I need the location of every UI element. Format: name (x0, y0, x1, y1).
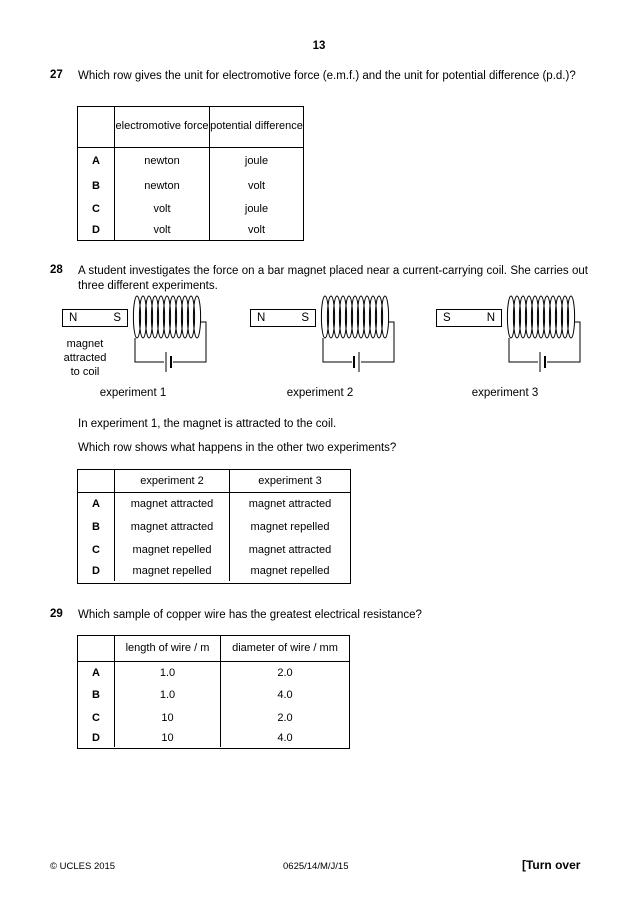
table-cell: joule (210, 147, 304, 174)
q29-table (77, 635, 350, 749)
magnet-pole-left: N (257, 312, 266, 324)
magnet-pole-left: S (443, 312, 451, 324)
row-letter: A (92, 666, 100, 679)
table-row (78, 706, 349, 729)
table-cell: 1.0 (115, 684, 221, 706)
row-letter: C (92, 711, 100, 724)
bar-magnet-experiment-3 (436, 309, 502, 327)
question-29-number: 29 (50, 608, 63, 620)
table-cell: magnet repelled (230, 516, 351, 538)
row-letter: B (92, 521, 100, 533)
q28-header-exp3: experiment 3 (230, 470, 351, 492)
q29-header-diameter: diameter of wire / mm (221, 636, 350, 661)
table-cell: 2.0 (221, 661, 350, 684)
table-row (78, 729, 349, 747)
q27-table (77, 106, 304, 241)
q27-header-pd: potential difference (210, 107, 304, 147)
q28-table (77, 469, 351, 584)
row-letter: B (92, 179, 100, 192)
table-cell: joule (210, 197, 304, 220)
table-cell: 4.0 (221, 684, 350, 706)
table-cell: volt (115, 197, 210, 220)
footer-paper-code: 0625/14/M/J/15 (283, 861, 349, 872)
table-cell: volt (115, 220, 210, 240)
table-row (78, 561, 350, 581)
question-27-number: 27 (50, 69, 63, 81)
table-row (78, 174, 303, 197)
coil-circuit-experiment-2-icon (318, 292, 398, 374)
footer-copyright: © UCLES 2015 (50, 861, 116, 872)
question-29-text: Which sample of copper wire has the greatest electrical resistance? (78, 609, 422, 621)
q27-header-emf: electromotive force (115, 107, 210, 147)
magnet-pole-left: N (69, 312, 78, 324)
table-row (78, 684, 349, 706)
magnet-attracted-note: magnet attracted to coil (63, 338, 107, 378)
table-cell: magnet attracted (230, 538, 351, 561)
table-cell: newton (115, 147, 210, 174)
table-cell: magnet repelled (115, 561, 230, 581)
row-letter: C (92, 543, 100, 556)
question-28-number: 28 (50, 264, 63, 276)
row-letter: B (92, 689, 100, 701)
table-cell: magnet attracted (115, 492, 230, 516)
q28-paragraph-2: Which row shows what happens in the other two experiments? (78, 442, 397, 454)
row-letter: A (92, 498, 100, 511)
footer-turn-over: [Turn over (522, 858, 581, 872)
bar-magnet-experiment-1 (62, 309, 128, 327)
experiment-3-label: experiment 3 (471, 387, 539, 399)
table-cell: 10 (115, 729, 221, 747)
q28-paragraph-1: In experiment 1, the magnet is attracted to the coil. (78, 418, 337, 430)
table-row (78, 197, 303, 220)
table-cell: magnet attracted (230, 492, 351, 516)
table-cell: magnet repelled (115, 538, 230, 561)
page-number: 13 (312, 40, 326, 52)
row-letter: D (92, 224, 100, 236)
table-row (78, 147, 303, 174)
q29-header-length: length of wire / m (115, 636, 221, 661)
table-cell: 2.0 (221, 706, 350, 729)
row-letter: A (92, 154, 100, 167)
question-28-text: A student investigates the force on a bar magnet placed near a current-carrying coil. She carries out three different experiments. (78, 265, 588, 292)
magnet-pole-right: N (486, 312, 495, 324)
question-27-text: Which row gives the unit for electromotive force (e.m.f.) and the unit for potential difference (p.d.)? (78, 70, 576, 82)
q28-header-exp2: experiment 2 (115, 470, 230, 492)
row-letter: D (92, 732, 100, 744)
table-cell: 4.0 (221, 729, 350, 747)
coil-circuit-experiment-3-icon (504, 292, 584, 374)
coil-circuit-experiment-1-icon (130, 292, 210, 374)
q28-header-row (78, 470, 350, 492)
table-cell: volt (210, 174, 304, 197)
q29-header-row (78, 636, 349, 661)
magnet-pole-right: S (113, 312, 121, 324)
table-row (78, 220, 303, 240)
table-row (78, 492, 350, 516)
table-cell: 1.0 (115, 661, 221, 684)
row-letter: D (92, 565, 100, 577)
table-cell: volt (210, 220, 304, 240)
table-row (78, 661, 349, 684)
table-cell: magnet attracted (115, 516, 230, 538)
bar-magnet-experiment-2 (250, 309, 316, 327)
experiment-2-label: experiment 2 (286, 387, 354, 399)
table-cell: newton (115, 174, 210, 197)
table-cell: magnet repelled (230, 561, 351, 581)
table-row (78, 516, 350, 538)
table-row (78, 538, 350, 561)
table-cell: 10 (115, 706, 221, 729)
q27-header-row (78, 107, 303, 147)
row-letter: C (92, 202, 100, 215)
magnet-pole-right: S (301, 312, 309, 324)
experiment-1-label: experiment 1 (99, 387, 167, 399)
